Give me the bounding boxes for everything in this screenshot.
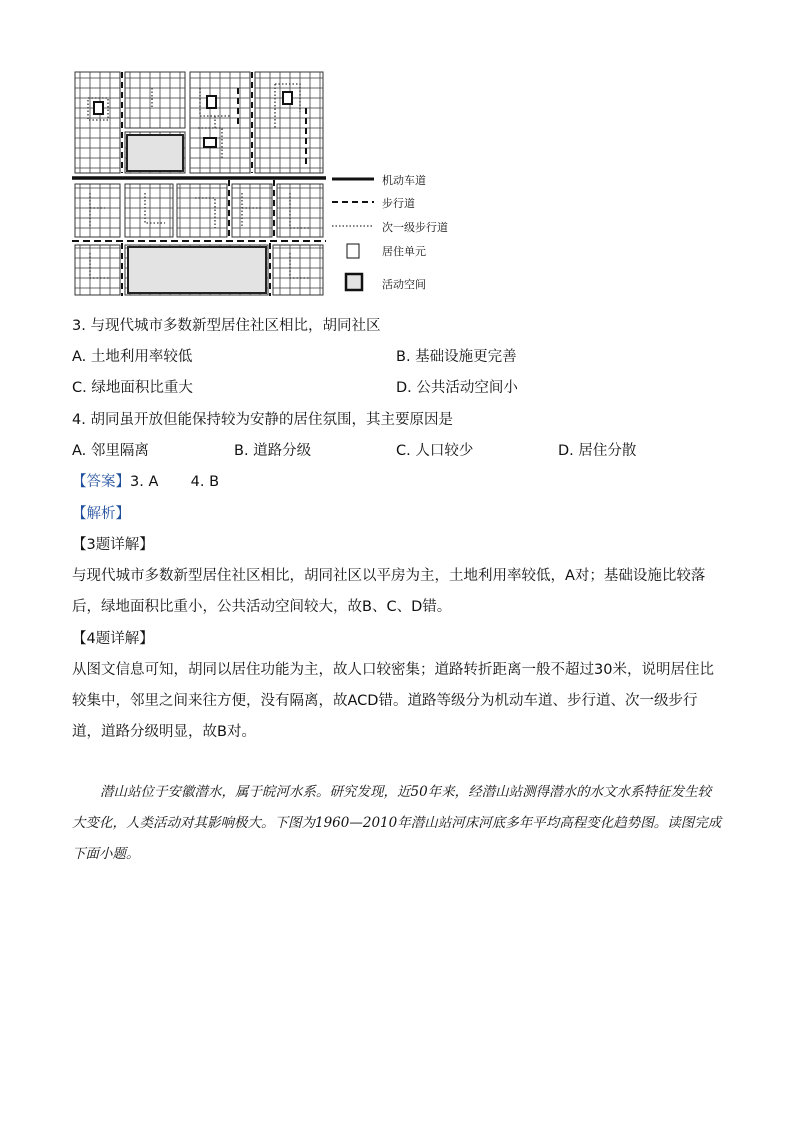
answer-value: 3. A 4. B — [130, 474, 220, 490]
answer-line — [72, 472, 219, 492]
q4-option-d: D. 居住分散 — [558, 443, 637, 459]
legend-activity-space: 活动空间 — [382, 278, 426, 291]
answer-label: 【答案】 — [72, 474, 130, 490]
q3-detail-heading: 【3题详解】 — [72, 537, 154, 553]
q4-detail-heading: 【4题详解】 — [72, 631, 154, 647]
q3-option-b: B. 基础设施更完善 — [396, 349, 517, 365]
legend-symbols — [330, 170, 380, 295]
legend-secondary-walkway: 次一级步行道 — [382, 221, 448, 234]
activity-space-bottom — [128, 247, 266, 293]
hutong-map-figure — [70, 68, 330, 300]
q4-stem: 4. 胡同虽开放但能保持较为安静的居住氛围，其主要原因是 — [72, 412, 453, 428]
legend-residential-unit: 居住单元 — [382, 245, 426, 258]
legend-motor-road: 机动车道 — [382, 174, 426, 187]
q3-option-a: A. 土地利用率较低 — [72, 349, 193, 365]
q3-option-d: D. 公共活动空间小 — [396, 380, 518, 396]
q4-option-c: C. 人口较少 — [396, 443, 474, 459]
q3-option-c: C. 绿地面积比重大 — [72, 380, 193, 396]
analysis-label: 【解析】 — [72, 506, 130, 522]
activity-space-top — [127, 135, 183, 171]
q3-detail-text: 与现代城市多数新型居住社区相比，胡同社区以平房为主，土地利用率较低，A对；基础设施比较落后，绿地面积比重小，公共活动空间较大，故B、C、D错。 — [72, 568, 706, 615]
map-blocks-top — [75, 72, 323, 173]
legend-walkway: 步行道 — [382, 197, 415, 210]
q4-option-a: A. 邻里隔离 — [72, 443, 149, 459]
q3-stem: 3. 与现代城市多数新型居住社区相比，胡同社区 — [72, 318, 381, 334]
q4-detail-text: 从图文信息可知，胡同以居住功能为主，故人口较密集；道路转折距离一般不超过30米，说明居住比较集中，邻里之间来往方便，没有隔离，故ACD错。道路等级分为机动车道、步行道、次一级步行道，道路分级明显，故B对。 — [72, 662, 714, 740]
next-passage: 潜山站位于安徽潜水，属于皖河水系。研究发现，近50年来，经潜山站测得潜水的水文水系特征发生较大变化，人类活动对其影响极大。下图为1960—2010年潜山站河床河底多年平均高程变化趋势图。读图完成下面小题。 — [72, 784, 722, 862]
q4-option-b: B. 道路分级 — [234, 443, 312, 459]
